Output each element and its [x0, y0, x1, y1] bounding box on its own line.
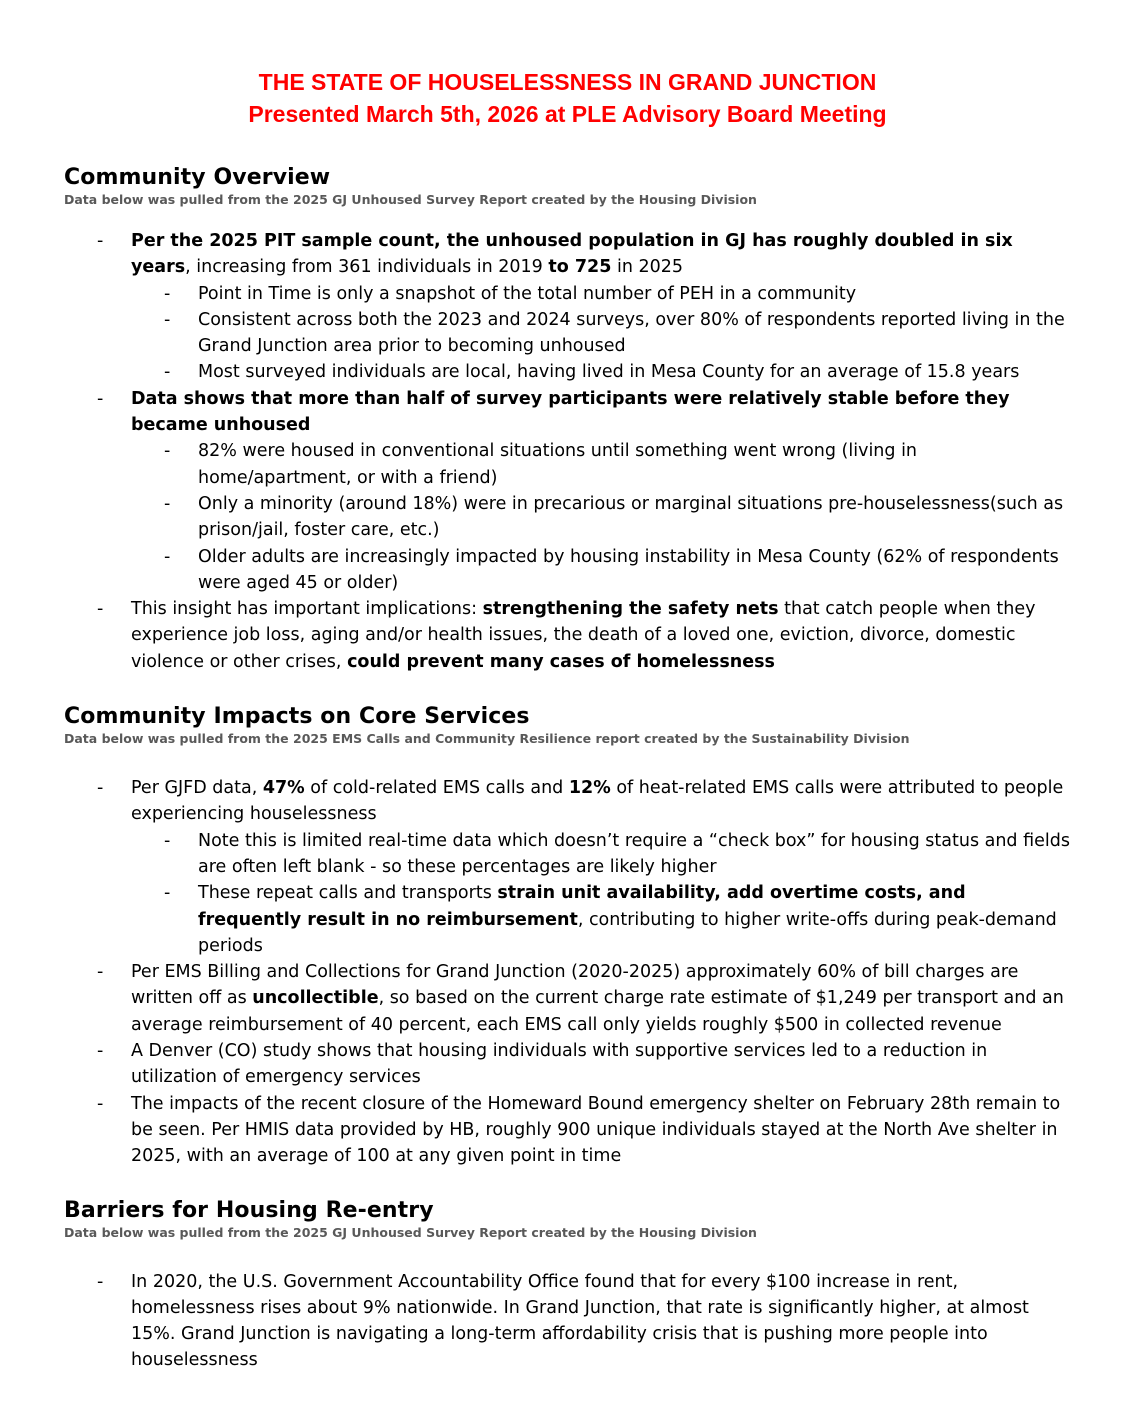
bullet-dash: -	[164, 883, 171, 904]
text: , so based on the current charge rate estimate of $1,249 per transport and an average reimbursement of 40 percent, each EMS call only yields roughly $500 in collected revenue	[131, 988, 1064, 1035]
sub-list-item	[131, 544, 1071, 597]
list-item	[64, 596, 1071, 675]
bullet-dash: -	[164, 283, 171, 304]
title-line-2: Presented March 5th, 2026 at PLE Advisory Board Meeting	[248, 101, 887, 127]
document-title	[64, 66, 1071, 130]
sub-bullet-list	[131, 438, 1071, 596]
section-barriers-housing-reentry	[64, 1197, 1071, 1374]
bullet-dash: -	[97, 1093, 104, 1114]
text: Point in Time is only a snapshot of the total number of PEH in a community	[198, 283, 857, 304]
list-item	[64, 1091, 1071, 1170]
sub-list-item	[131, 359, 1071, 385]
section-community-impacts	[64, 703, 1071, 1169]
sub-bullet-list	[131, 281, 1071, 386]
bullet-dash: -	[164, 830, 171, 851]
sub-list-item	[131, 491, 1071, 544]
section-source-note: Data below was pulled from the 2025 GJ Unhoused Survey Report created by the Housing Division	[64, 192, 757, 207]
section-community-overview	[64, 164, 1071, 675]
list-item	[64, 1038, 1071, 1091]
bullet-dash: -	[97, 231, 104, 251]
sub-list-item	[131, 880, 1071, 959]
text: Per EMS Billing and Collections for Grand Junction (2020-2025) approximately 60% of bill charges are written off as	[131, 962, 1019, 1009]
title-line-1: THE STATE OF HOUSELESSNESS IN GRAND JUNCTION	[258, 69, 877, 95]
section-heading: Community Impacts on Core Services	[64, 704, 530, 730]
bullet-list	[64, 1269, 1071, 1374]
list-item	[64, 775, 1071, 959]
bold-text: to 725	[548, 257, 612, 278]
text: The impacts of the recent closure of the Homeward Bound emergency shelter on February 28th remain to be seen. Per HMIS data provided by HB, roughly 900 unique individuals stayed at the North Ave shelter in 2025, with an average of 100 at any given point in time	[131, 1093, 1061, 1167]
bullet-dash: -	[164, 309, 171, 330]
list-item	[64, 228, 1071, 386]
sub-list-item	[131, 438, 1071, 491]
bullet-dash: -	[164, 546, 171, 567]
bullet-dash: -	[97, 388, 104, 409]
bullet-dash: -	[164, 441, 171, 462]
sub-list-item	[131, 281, 1071, 307]
text: Most surveyed individuals are local, having lived in Mesa County for an average of 15.8 years	[198, 362, 1020, 383]
bullet-dash: -	[97, 599, 104, 620]
text: This insight has important implications:	[131, 599, 483, 620]
bullet-dash: -	[164, 493, 171, 514]
bullet-list	[64, 775, 1071, 1169]
bold-text: Per the 2025 PIT sample count, the unhoused population in GJ has roughly doubled in six years	[131, 231, 1013, 278]
text: in 2025	[611, 257, 684, 278]
text: that catch people when they experience job loss, aging and/or health issues, the death of a loved one, eviction, divorce, domestic violence or other crises,	[131, 599, 1036, 672]
bullet-dash: -	[97, 1041, 104, 1062]
section-heading: Barriers for Housing Re-entry	[64, 1197, 434, 1223]
sub-list-item	[131, 307, 1071, 360]
list-item	[64, 1269, 1071, 1374]
sub-list-item	[131, 828, 1071, 881]
bold-text: 47%	[262, 778, 305, 799]
bold-text: 12%	[568, 778, 611, 799]
list-item	[64, 386, 1071, 596]
text: A Denver (CO) study shows that housing individuals with supportive services led to a reduction in utilization of emergency services	[131, 1041, 988, 1088]
list-item	[64, 959, 1071, 1038]
bold-text: strengthening the safety nets	[482, 599, 779, 620]
section-source-note: Data below was pulled from the 2025 GJ Unhoused Survey Report created by the Housing Division	[64, 1224, 757, 1240]
bold-text: uncollectible	[252, 988, 379, 1009]
text: Per GJFD data,	[131, 778, 263, 799]
sub-bullet-list	[131, 828, 1071, 959]
text: In 2020, the U.S. Government Accountability Office found that for every $100 increase in rent, homelessness rises about 9% nationwide. In Grand Junction, that rate is significantly higher, at almost 15%. Grand Junction is navigating a long-term affordability crisis that is pushing more people into houselessness	[131, 1271, 1029, 1371]
text: of heat-related EMS calls were attributed to people experiencing houselessness	[131, 778, 1064, 825]
text: 82% were housed in conventional situations until something went wrong (living in home/apartment, or with a friend)	[198, 441, 918, 488]
section-heading: Community Overview	[64, 165, 331, 190]
section-source-note: Data below was pulled from the 2025 EMS Calls and Community Resilience report created by the Sustainability Division	[64, 731, 910, 747]
bullet-dash: -	[97, 962, 104, 983]
bullet-dash: -	[164, 362, 171, 383]
bold-text: could prevent many cases of homelessness	[347, 651, 775, 672]
bullet-dash: -	[97, 1271, 104, 1292]
text: Consistent across both the 2023 and 2024 surveys, over 80% of respondents reported living in the Grand Junction area prior to becoming unhoused	[198, 309, 1065, 357]
text: , increasing from 361 individuals in 2019	[185, 257, 549, 278]
text: Only a minority (around 18%) were in precarious or marginal situations pre-houselessness(such as prison/jail, foster care, etc.)	[198, 493, 1064, 541]
bold-text: Data shows that more than half of survey participants were relatively stable before they became unhoused	[131, 388, 1010, 436]
bullet-dash: -	[97, 778, 104, 799]
text: of cold-related EMS calls and	[304, 778, 569, 799]
bullet-list	[64, 228, 1071, 675]
text: Older adults are increasingly impacted by housing instability in Mesa County (62% of respondents were aged 45 or older)	[198, 546, 1059, 593]
text: These repeat calls and transports	[198, 883, 498, 904]
text: Note this is limited real-time data which doesn’t require a “check box” for housing status and fields are often left blank - so these percentages are likely higher	[198, 830, 1070, 877]
text: , contributing to higher write-offs during peak-demand periods	[198, 909, 1057, 956]
bold-text: strain unit availability, add overtime costs, and frequently result in no reimbursement	[198, 883, 966, 930]
